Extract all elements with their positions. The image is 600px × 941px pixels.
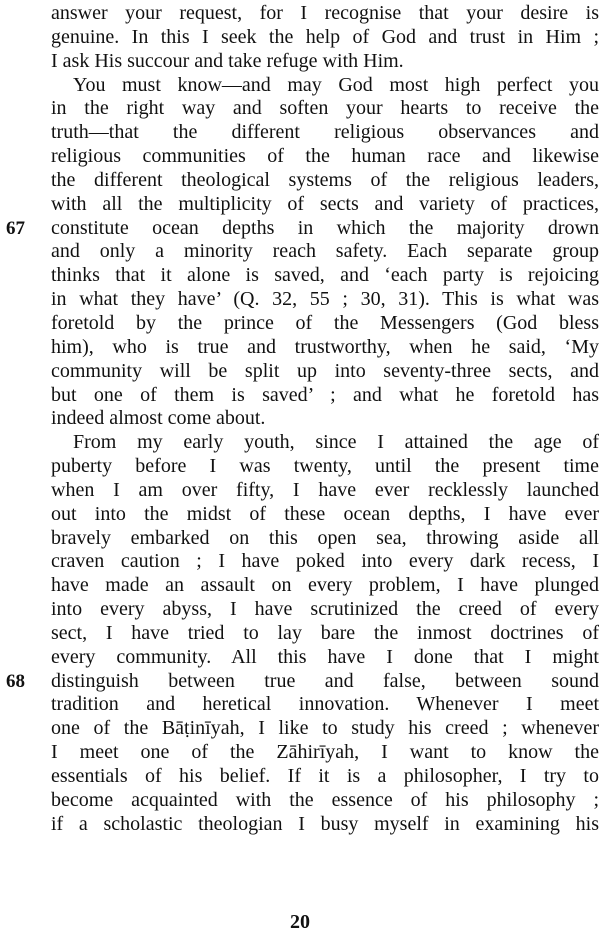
text-line: puberty before I was twenty, until the present time <box>51 455 599 478</box>
text-line: answer your request, for I recognise that your desire is <box>51 2 599 24</box>
text-line: tradition and heretical innovation. Whenever I meet <box>51 693 599 716</box>
text-line: with all the multiplicity of sects and variety of practices, <box>51 192 599 215</box>
text-line: From my early youth, since I attained the age of <box>73 431 599 454</box>
text-line: constitute ocean depths in which the majority drown <box>51 216 599 239</box>
text-line: craven caution ; I have poked into every dark recess, I <box>51 550 599 573</box>
text-line: You must know—and may God most high perfect you <box>73 73 599 96</box>
text-line: but one of them is saved’ ; and what he foretold has <box>51 383 599 406</box>
text-line: sect, I have tried to lay bare the inmost doctrines of <box>51 621 599 644</box>
text-line: into every abyss, I have scrutinized the creed of every <box>51 598 599 621</box>
text-line: religious communities of the human race and likewise <box>51 145 599 168</box>
text-line: community will be split up into seventy-three sects, and <box>51 359 599 382</box>
text-line: truth—that the different religious observances and <box>51 121 599 144</box>
text-line: and only a minority reach safety. Each separate group <box>51 240 599 263</box>
text-line: indeed almost come about. <box>51 407 266 430</box>
text-line: one of the Bāṭinīyah, I like to study his creed ; whenever <box>51 717 599 740</box>
text-line: in what they have’ (Q. 32, 55 ; 30, 31). This is what was <box>51 288 599 311</box>
text-line: genuine. In this I seek the help of God and trust in Him ; <box>51 25 599 48</box>
text-line: in the right way and soften your hearts to receive the <box>51 97 599 120</box>
text-line: I ask His succour and take refuge with Him. <box>51 49 404 72</box>
text-line: essentials of his belief. If it is a philosopher, I try to <box>51 765 599 787</box>
text-line: him), who is true and trustworthy, when he said, ‘My <box>51 335 599 358</box>
text-line: become acquainted with the essence of his philosophy ; <box>51 788 599 811</box>
text-line: every community. All this have I done that I might <box>51 645 599 668</box>
text-line: have made an assault on every problem, I have plunged <box>51 574 599 597</box>
text-line: when I am over fifty, I have ever recklessly launched <box>51 478 599 501</box>
margin-line-number: 68 <box>6 670 25 692</box>
text-line: foretold by the prince of the Messengers (God bless <box>51 311 599 334</box>
text-line: if a scholastic theologian I busy myself in examining his <box>51 812 599 835</box>
page-number: 20 <box>290 911 310 933</box>
margin-line-number: 67 <box>6 217 25 239</box>
text-line: bravely embarked on this open sea, throwing aside all <box>51 526 599 549</box>
text-line: I meet one of the Zāhirīyah, I want to know the <box>51 741 599 764</box>
text-line: out into the midst of these ocean depths, I have ever <box>51 502 599 525</box>
text-line: distinguish between true and false, between sound <box>51 669 599 692</box>
body-text <box>51 2 599 837</box>
text-line: thinks that it alone is saved, and ‘each party is rejoicing <box>51 264 599 287</box>
text-line: the different theological systems of the religious leaders, <box>51 168 599 191</box>
